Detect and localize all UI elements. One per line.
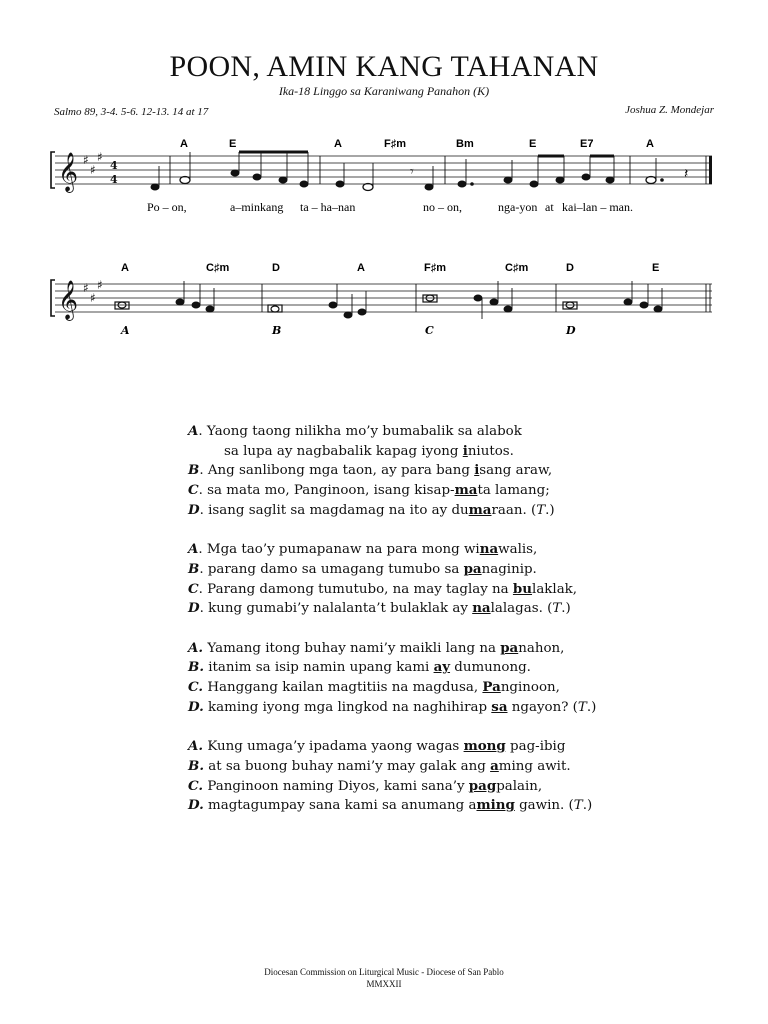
verse-text: . Parang damong tumutubo, na may taglay na [198,581,513,597]
accented-syllable: sa [491,698,508,715]
verse-line [188,757,688,777]
refrain-marker: T [573,798,583,814]
time-sig-top: 4 [110,159,118,172]
verse-line-label: B [188,462,200,479]
footer-year: MMXXII [366,979,402,989]
chord-symbol: A [334,138,342,150]
verse-line [188,481,688,501]
lyric-syllable: Po – on, [147,200,187,214]
lyric-syllable: ta – ha–nan [300,200,356,214]
segment-label: B [272,324,282,337]
segment-label: C [425,324,434,337]
psalm-verses [188,422,688,836]
verse-line-label: D. [188,698,204,715]
verse-text: magtagumpay sana kami sa anumang a [203,798,477,814]
verse-text: ngayon? ( [507,699,578,715]
chord-symbol: E [529,138,537,150]
accented-syllable: ma [454,482,478,499]
lyric-syllable: at [545,200,554,214]
verse-line [188,777,688,797]
svg-text:♯: ♯ [97,150,103,164]
accented-syllable: Pa [482,679,501,696]
verse-line [188,796,688,816]
page-subtitle: Ika-18 Linggo sa Karaniwang Panahon (K) [278,84,490,98]
verse-text: naginip. [481,561,537,577]
verse-text: nginoon, [500,680,560,696]
verse-text: . kung gumabi’y nalalanta’t bulaklak ay [199,601,473,617]
verse-text: Yamang itong buhay nami’y maikli lang na [203,640,501,656]
verse-stanza [188,422,688,521]
verse-line [188,639,688,659]
chord-symbol: F♯m [384,138,406,150]
verse-text: pag-ibig [505,739,566,755]
accented-syllable: pa [463,560,482,577]
accented-syllable: i [462,442,468,459]
treble-clef-icon: 𝄞 [58,280,79,320]
verse-line [188,501,688,521]
verse-line [188,580,688,600]
verse-line-label: D [188,600,200,617]
accented-syllable: ming [476,797,515,814]
verse-line-label: B. [188,659,204,676]
accented-syllable: na [472,600,491,617]
verse-text: . isang saglit sa magdamag na ito ay du [199,502,469,518]
verse-text: at sa buong buhay nami’y may galak ang [203,758,491,774]
segment-label: D [566,324,576,337]
notes-system-1 [151,152,688,191]
chord-symbol: E [229,138,237,150]
lyric-syllable: nga-yon [498,200,538,214]
refrain-marker: T [552,601,562,617]
lyric-syllable: a–minkang [230,200,284,214]
chords-system-1 [180,138,654,150]
verse-line-label: B. [188,757,204,774]
verse-text: itanim sa isip namin upang kami [203,660,434,676]
verse-text: .) [545,502,555,518]
verse-line-label: C. [188,679,204,696]
key-signature-2 [83,278,103,305]
verse-text: niutos. [467,443,514,459]
verse-stanza [188,540,688,619]
svg-text:𝄾: 𝄾 [410,164,414,180]
accented-syllable: pag [468,777,497,794]
lyrics-system-1 [147,200,633,214]
verse-stanza [188,737,688,816]
accented-syllable: pa [500,639,519,656]
verse-text: kaming iyong mga lingkod na naghihirap [203,699,492,715]
lyric-syllable: kai–lan – man. [562,200,633,214]
verse-line [188,599,688,619]
segment-label: A [121,324,130,337]
svg-text:𝄽: 𝄽 [684,166,689,182]
verse-text: laklak, [532,581,578,597]
final-barline-1 [709,156,712,184]
svg-text:♯: ♯ [90,291,96,305]
chord-symbol: E [652,262,660,274]
staff-2 [55,284,712,312]
staff-2-brace [51,280,55,316]
verse-line-label: B [188,560,200,577]
verse-text: . Mga tao’y pumapanaw na para mong wi [198,542,480,558]
svg-text:♯: ♯ [90,163,96,177]
accented-syllable: na [479,541,499,558]
accented-syllable: ma [468,501,492,518]
verse-text: sang araw, [479,463,553,479]
footer-organization: Diocesan Commission on Liturgical Music - Diocese of San Pablo [264,967,504,977]
chord-symbol: A [121,262,129,274]
svg-text:♯: ♯ [97,278,103,292]
verse-line-label: A [188,423,199,439]
time-signature-1 [110,159,118,186]
chord-symbol: D [272,262,280,274]
time-sig-bottom: 4 [110,173,118,186]
page-title: POON, AMIN KANG TAHANAN [169,50,599,83]
verse-text: .) [582,798,593,814]
verse-text: lalagas. ( [490,601,553,617]
chords-system-2 [121,262,659,274]
refrain-marker: T [536,502,546,518]
verse-line-label: D [188,501,200,518]
verse-stanza [188,639,688,718]
accented-syllable: i [474,462,480,479]
verse-text: raan. ( [491,502,537,518]
chord-symbol: A [357,262,365,274]
verse-line-label: D. [188,797,204,814]
verse-text: sa lupa ay nagbabalik kapag iyong [224,443,463,459]
verse-line [188,658,688,678]
verse-text: .) [561,601,571,617]
accented-syllable: ay [433,659,451,676]
verse-line [188,422,688,442]
verse-text: gawin. ( [514,798,574,814]
accented-syllable: bu [512,580,533,597]
accented-syllable: a [490,757,499,774]
verse-line [188,540,688,560]
verse-text: Kung umaga’y ipadama yaong wagas [203,739,464,755]
psalm-reference: Salmo 89, 3-4. 5-6. 12-13. 14 at 17 [54,106,209,118]
verse-text: . parang damo sa umagang tumubo sa [199,561,464,577]
verse-text: . Ang sanlibong mga taon, ay para bang [199,463,475,479]
verse-line-label: C. [188,777,204,794]
verse-text: Panginoon naming Diyos, kami sana’y [203,778,469,794]
verse-line [188,737,688,757]
verse-text: palain, [496,778,543,794]
segment-labels [120,324,576,337]
verse-line [188,678,688,698]
chord-symbol: D [566,262,574,274]
refrain-marker: T [577,699,587,715]
verse-line-label: A. [188,738,204,755]
verse-text: .) [586,699,597,715]
chord-symbol: C♯m [505,262,529,274]
lyric-syllable: no – on, [423,200,462,214]
verse-line-label: A [188,541,199,558]
verse-text: . sa mata mo, Panginoon, isang kisap- [198,483,455,499]
verse-line [188,560,688,580]
verse-line-label: C [188,482,199,499]
verse-text: nahon, [518,640,565,656]
verse-line [188,461,688,481]
chord-symbol: A [180,138,188,150]
footer [0,966,768,990]
verse-line [188,442,688,462]
key-signature-1 [83,150,103,177]
chord-symbol: Bm [456,138,474,150]
chord-symbol: E7 [580,138,594,150]
staff-1-brace [51,152,55,188]
svg-text:♯: ♯ [83,281,89,295]
chord-symbol: A [646,138,654,150]
verse-text: Hanggang kailan magtitiis na magdusa, [203,680,483,696]
verse-text: dumunong. [450,660,531,676]
verse-text: walis, [498,542,538,558]
verse-text: ming awit. [498,758,571,774]
composer-name: Joshua Z. Mondejar [625,104,714,116]
svg-text:♯: ♯ [83,153,89,167]
chord-symbol: F♯m [424,262,446,274]
verse-line-label: C [188,580,199,597]
verse-text: . Yaong taong nilikha mo’y bumabalik sa alabok [198,424,522,439]
music-score [0,0,768,360]
accented-syllable: mong [463,738,506,755]
verse-line-label: A. [188,639,204,656]
verse-text: ta lamang; [477,483,550,499]
verse-line [188,698,688,718]
chord-symbol: C♯m [206,262,230,274]
notes-system-2 [115,281,662,319]
treble-clef-icon: 𝄞 [58,152,79,192]
